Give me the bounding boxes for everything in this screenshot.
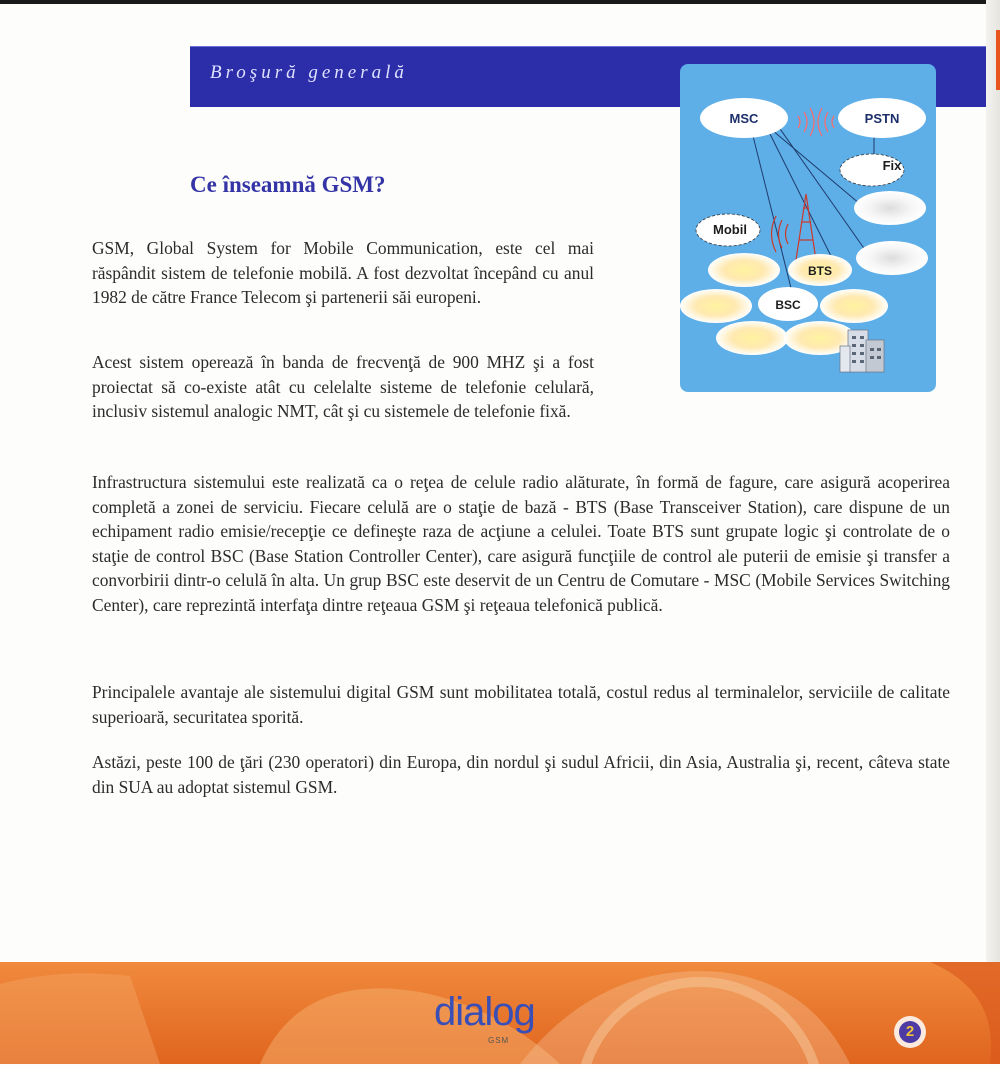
- page-edge-marker: [996, 30, 1000, 90]
- header-label: Broşură generală: [210, 62, 408, 83]
- gsm-network-diagram: [680, 64, 936, 392]
- cell: [854, 191, 926, 225]
- msc-label: MSC: [729, 111, 759, 126]
- paragraph-adoption: Astăzi, peste 100 de ţări (230 operatori) din Europa, din nordul şi sudul Africii, din Asia, Australia şi, recent, câteva state din SUA au adoptat sistemul GSM.: [92, 752, 950, 797]
- paragraph-intro: GSM, Global System for Mobile Communication, este cel mai răspândit sistem de telefonie mobilă. A fost dezvoltat începând cu anul 1982 de către France Telecom şi partenerii săi europeni.: [92, 238, 594, 307]
- paragraph-advantages: Principalele avantaje ale sistemului digital GSM sunt mobilitatea totală, costul redus al terminalelor, serviciile de calitate superioară, securitatea sporită.: [92, 682, 950, 727]
- page-edge: [986, 0, 1000, 1064]
- fix-label: Fix: [882, 158, 902, 173]
- dialog-logo: dialog: [434, 990, 535, 1034]
- pstn-label: PSTN: [864, 111, 900, 126]
- page-number-badge: 2: [899, 1021, 921, 1043]
- mobil-label: Mobil: [713, 222, 747, 237]
- bts-label: BTS: [808, 264, 832, 278]
- paragraph-frequency: Acest sistem operează în banda de frecvenţă de 900 MHZ şi a fost proiectat să co-existe atât cu celelalte sisteme de telefonie celulară, inclusiv sistemul analogic NMT, cât şi cu sistemele de telefonie fixă.: [92, 352, 594, 421]
- cell: [708, 253, 780, 287]
- cell: [820, 289, 888, 323]
- cell: [856, 241, 928, 275]
- top-border: [0, 0, 1000, 4]
- cell: [680, 289, 752, 323]
- page-title: Ce înseamnă GSM?: [190, 172, 386, 197]
- cell: [716, 321, 788, 355]
- bsc-label: BSC: [775, 298, 801, 312]
- dialog-logo-subtitle: GSM: [488, 1036, 510, 1045]
- paragraph-infrastructure: Infrastructura sistemului este realizată ca o reţea de celule radio alăturate, în formă de fagure, care asigură acoperirea completă a zonei de serviciu. Fiecare celulă are o staţie de bază - BTS (Base Transceiver Station), care dispune de un echipament radio emisie/recepţie ce defineşte raza de acţiune a celulei. Toate BTS sunt grupate logic şi controlate de o staţie de control BSC (Base Station Controller Center), care asigură funcţiile de control ale puterii de emisie şi transfer a convorbirii dintr-o celulă în alta. Un grup BSC este deservit de un Centru de Comutare - MSC (Mobile Services Switching Center), care reprezintă interfaţa dintre reţeaua GSM şi reţeaua telefonică publică.: [92, 472, 950, 615]
